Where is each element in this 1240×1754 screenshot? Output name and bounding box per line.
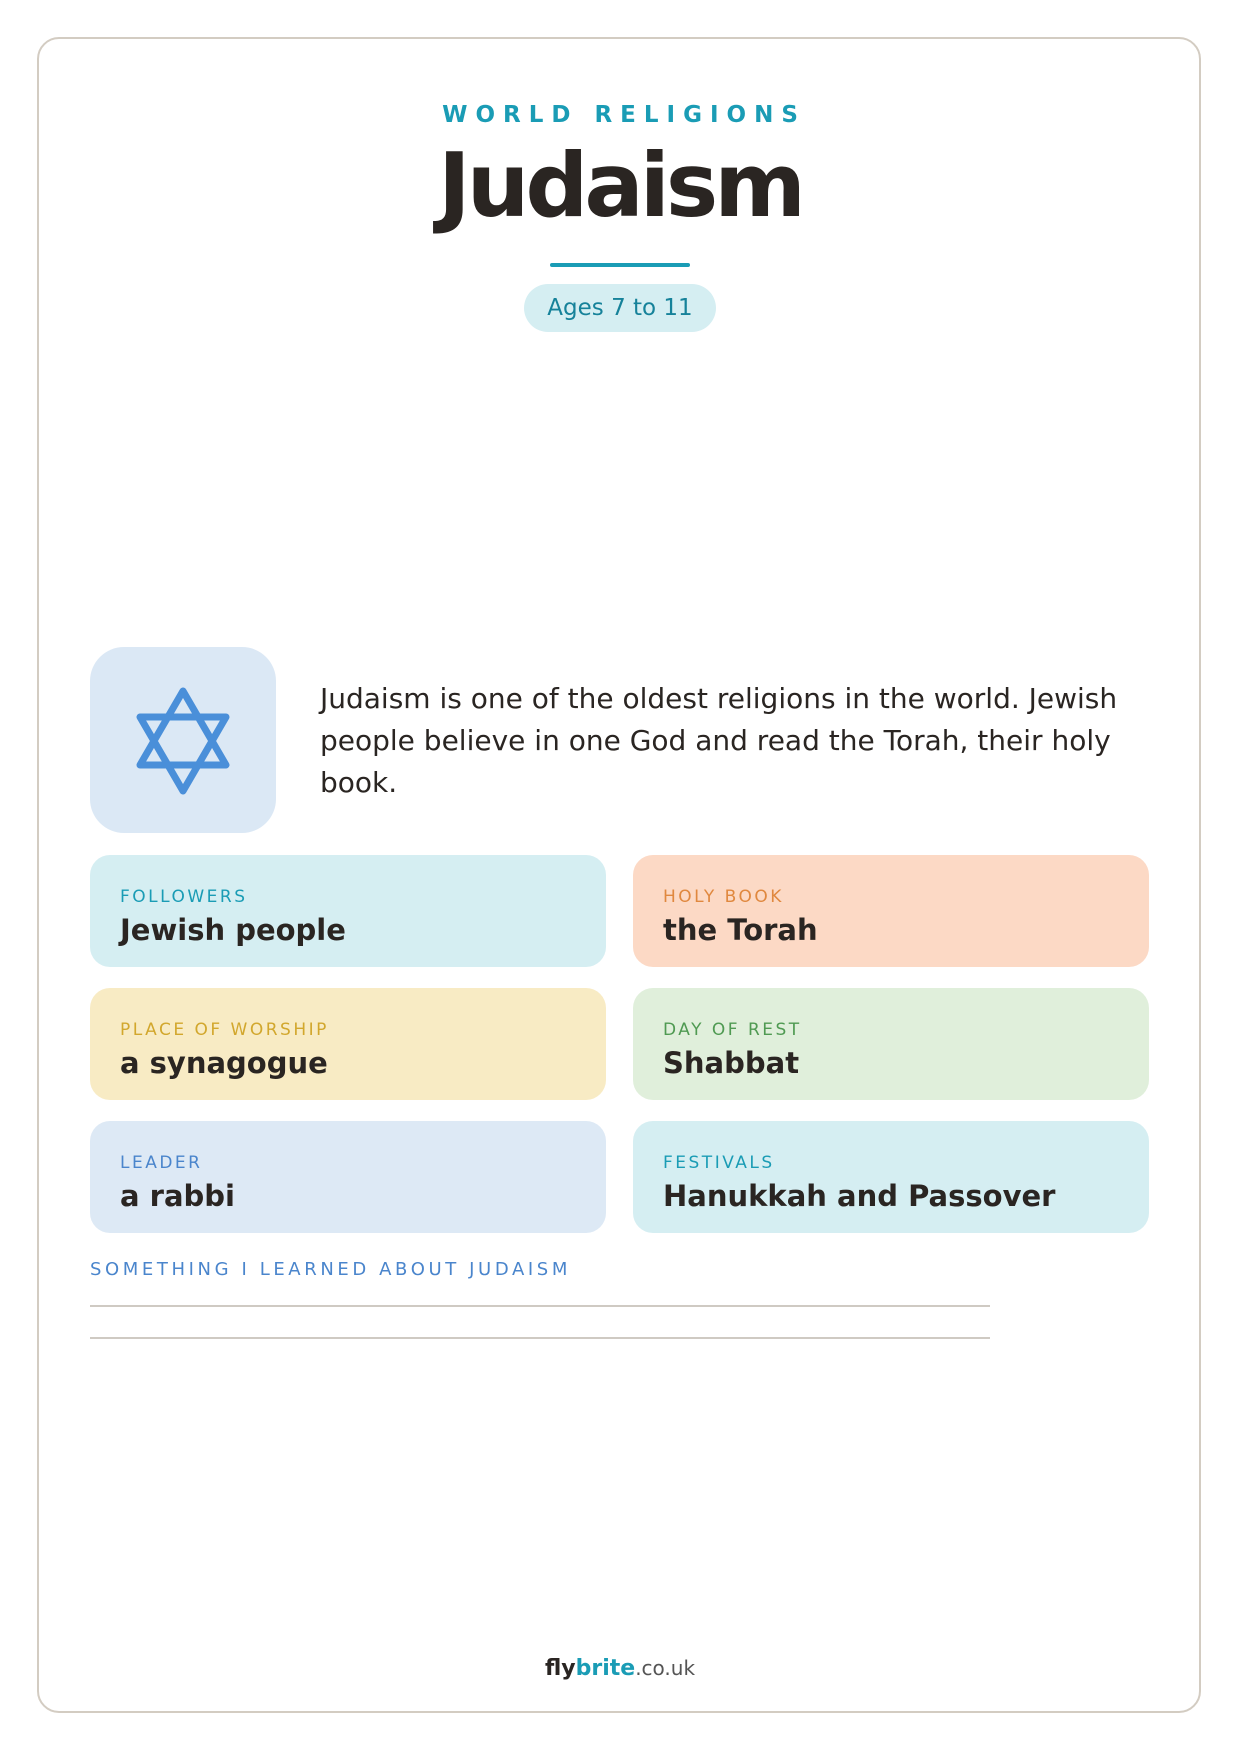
writing-line[interactable] — [90, 1337, 990, 1339]
star-of-david-icon — [130, 685, 236, 797]
title-underline — [550, 263, 690, 267]
brand-brite: brite — [575, 1656, 636, 1681]
intro-paragraph: Judaism is one of the oldest religions in the world. Jewish people believe in one God and read the Torah, their holy book. — [320, 682, 1118, 799]
fact-card-followers — [90, 855, 606, 967]
fact-label: FOLLOWERS — [120, 887, 248, 907]
fact-label: FESTIVALS — [663, 1153, 775, 1173]
fact-value: the Torah — [663, 913, 818, 947]
learned-prompt-label: SOMETHING I LEARNED ABOUT JUDAISM — [90, 1259, 571, 1280]
fact-label: HOLY BOOK — [663, 887, 784, 907]
fact-card-festivals — [633, 1121, 1149, 1233]
fact-value: Jewish people — [120, 913, 346, 947]
fact-value: a synagogue — [120, 1046, 328, 1080]
fact-card-holy-book — [633, 855, 1149, 967]
brand-fly: fly — [544, 1656, 576, 1681]
fact-value: Shabbat — [663, 1046, 800, 1080]
footer-brand — [0, 1656, 1240, 1681]
fact-value: Hanukkah and Passover — [663, 1179, 1056, 1213]
symbol-tile — [90, 647, 276, 833]
brand-domain: .co.uk — [635, 1656, 696, 1680]
category-eyebrow: WORLD RELIGIONS — [442, 102, 806, 128]
page-title: Judaism — [437, 134, 802, 237]
fact-value: a rabbi — [120, 1179, 235, 1213]
writing-line[interactable] — [90, 1305, 990, 1307]
fact-label: PLACE OF WORSHIP — [120, 1020, 329, 1040]
fact-card-day-of-rest — [633, 988, 1149, 1100]
fact-card-place-of-worship — [90, 988, 606, 1100]
fact-card-leader — [90, 1121, 606, 1233]
fact-label: LEADER — [120, 1153, 203, 1173]
age-range-badge: Ages 7 to 11 — [524, 284, 716, 332]
fact-label: DAY OF REST — [663, 1020, 802, 1040]
